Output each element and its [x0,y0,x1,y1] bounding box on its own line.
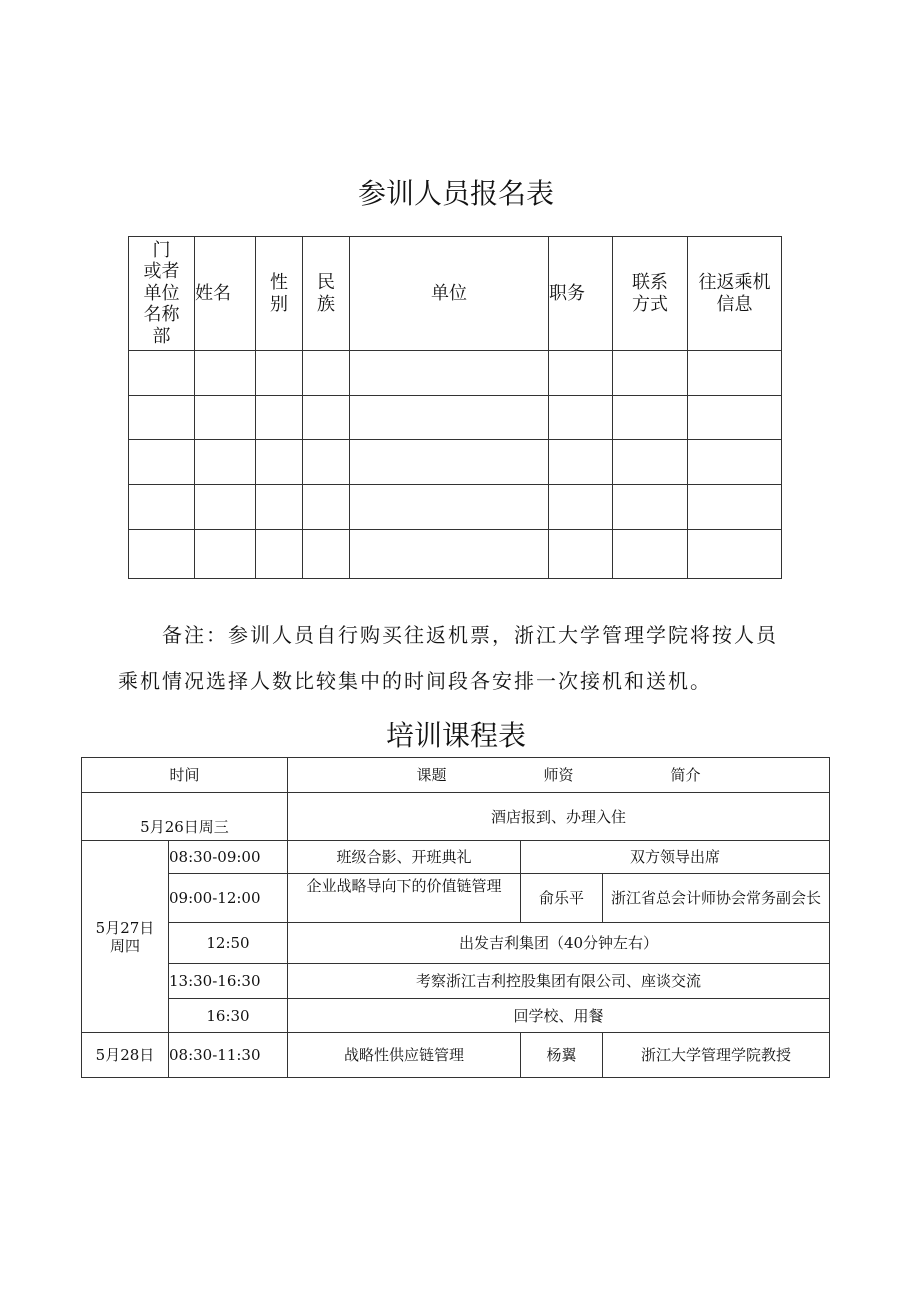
r5-event: 回学校、用餐 [287,998,830,1033]
note-line-1: 备注：参训人员自行购买往返机票，浙江大学管理学院将按人员 [162,623,778,647]
empty-cell-ethnicity [302,439,350,485]
day3-date: 5月28日 [81,1032,169,1078]
empty-cell-position [548,439,613,485]
empty-cell-department [128,529,195,579]
empty-cell-unit [349,484,549,530]
empty-cell-ethnicity [302,395,350,440]
empty-cell-ethnicity [302,350,350,396]
empty-cell-flight-info [687,350,782,396]
r5-time: 16:30 [168,998,288,1033]
empty-cell-contact [612,484,688,530]
header-name: 姓名 [194,236,256,351]
empty-cell-contact [612,395,688,440]
header-topic: 课题 [416,766,447,784]
day1-event: 酒店报到、办理入住 [287,792,830,841]
empty-cell-name [194,439,256,485]
empty-cell-flight-info [687,529,782,579]
r6-teacher: 杨翼 [520,1032,603,1078]
empty-cell-position [548,350,613,396]
header-ethnicity: 民 族 [302,236,350,351]
empty-cell-contact [612,439,688,485]
empty-cell-unit [349,529,549,579]
note-line-2: 乘机情况选择人数比较集中的时间段各安排一次接机和送机。 [118,669,712,693]
header-department: 门 或者 单位 名称 部 [128,236,195,351]
r3-time: 12:50 [168,922,288,964]
empty-cell-gender [255,484,303,530]
header-unit: 单位 [349,236,549,351]
r2-topic: 企业战略导向下的价值链管理 [287,873,521,923]
empty-cell-flight-info [687,484,782,530]
empty-cell-gender [255,395,303,440]
r1-intro: 双方领导出席 [520,840,830,874]
course-title: 培训课程表 [385,719,526,752]
empty-cell-ethnicity [302,484,350,530]
header-topic-teacher-intro [287,757,830,793]
r6-topic: 战略性供应链管理 [287,1032,521,1078]
header-teacher: 师资 [543,766,574,784]
header-contact: 联系 方式 [612,236,688,351]
r4-time: 13:30-16:30 [168,963,288,999]
empty-cell-gender [255,529,303,579]
day2-date: 5月27日 周四 [81,840,169,1033]
registration-title: 参训人员报名表 [357,177,554,210]
empty-cell-gender [255,350,303,396]
header-flight-info: 往返乘机 信息 [687,236,782,351]
header-time: 时间 [81,757,288,793]
r2-intro: 浙江省总会计师协会常务副会长 [602,873,830,923]
header-gender: 性 别 [255,236,303,351]
empty-cell-department [128,350,195,396]
empty-cell-gender [255,439,303,485]
empty-cell-name [194,529,256,579]
r6-intro: 浙江大学管理学院教授 [602,1032,830,1078]
r1-time: 08:30-09:00 [168,840,288,874]
r2-teacher: 俞乐平 [520,873,603,923]
empty-cell-position [548,395,613,440]
empty-cell-name [194,395,256,440]
empty-cell-unit [349,395,549,440]
header-position: 职务 [548,236,613,351]
empty-cell-department [128,439,195,485]
empty-cell-unit [349,350,549,396]
empty-cell-flight-info [687,439,782,485]
r4-event: 考察浙江吉利控股集团有限公司、座谈交流 [287,963,830,999]
empty-cell-contact [612,350,688,396]
day1-date: 5月26日周三 [81,792,288,841]
empty-cell-department [128,484,195,530]
r2-time: 09:00-12:00 [168,873,288,923]
r6-time: 08:30-11:30 [168,1032,288,1078]
empty-cell-unit [349,439,549,485]
r1-topic: 班级合影、开班典礼 [287,840,521,874]
empty-cell-position [548,484,613,530]
empty-cell-flight-info [687,395,782,440]
header-intro: 简介 [670,766,701,784]
empty-cell-ethnicity [302,529,350,579]
empty-cell-name [194,350,256,396]
empty-cell-department [128,395,195,440]
empty-cell-contact [612,529,688,579]
empty-cell-name [194,484,256,530]
r3-event: 出发吉利集团（40分钟左右） [287,922,830,964]
empty-cell-position [548,529,613,579]
